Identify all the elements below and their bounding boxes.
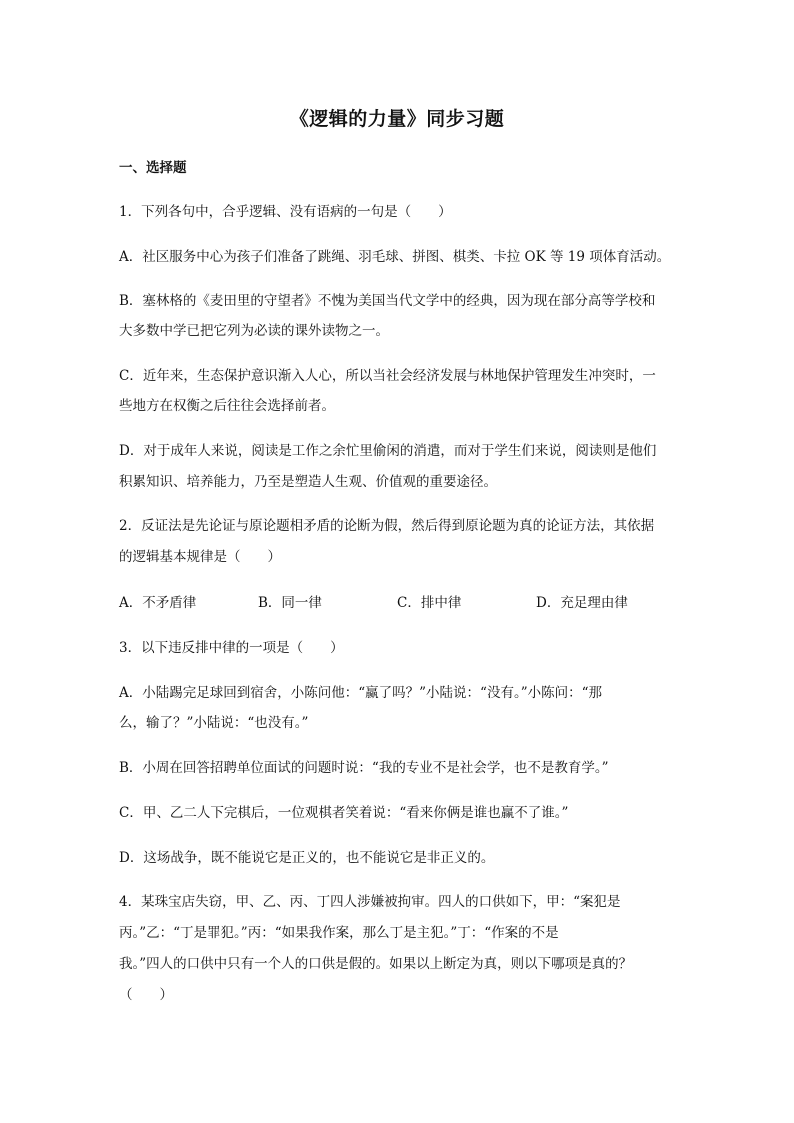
document-title: 《逻辑的力量》同步习题 — [289, 108, 505, 130]
question-3-option-a-line-1: A．小陆踢完足球回到宿舍，小陈问他：“赢了吗？”小陆说：“没有。”小陈问：“那 — [119, 685, 603, 701]
question-1-option-c-line-2: 些地方在权衡之后往往会选择前者。 — [119, 398, 335, 414]
question-4-stem-line-1: 4．某珠宝店失窃，甲、乙、丙、丁四人涉嫌被拘审。四人的口供如下，甲：“案犯是 — [119, 894, 621, 910]
question-1-option-b-line-2: 大多数中学已把它列为必读的课外读物之一。 — [119, 323, 389, 339]
question-1-option-b-line-1: B．塞林格的《麦田里的守望者》不愧为美国当代文学中的经典，因为现在部分高等学校和 — [119, 293, 656, 309]
question-1-option-d-line-1: D．对于成年人来说，阅读是工作之余忙里偷闲的消遣，而对于学生们来说，阅读则是他们 — [119, 443, 657, 459]
section-heading: 一、选择题 — [119, 160, 187, 176]
question-3-option-a-line-2: 么，输了？”小陆说：“也没有。” — [119, 715, 309, 731]
question-3-option-b: B．小周在回答招聘单位面试的问题时说：“我的专业不是社会学，也不是教育学。” — [119, 760, 609, 776]
question-1-option-c-line-1: C．近年来，生态保护意识渐入人心，所以当社会经济发展与林地保护管理发生冲突时，一 — [119, 368, 656, 384]
question-2-option-d: D．充足理由律 — [536, 595, 628, 611]
question-2-option-a: A．不矛盾律 — [119, 595, 197, 611]
question-2-option-b: B．同一律 — [258, 595, 322, 611]
question-4-answer-blank: （ ） — [119, 987, 173, 1003]
question-4-stem-line-3: 我。”四人的口供中只有一个人的口供是假的。如果以上断定为真，则以下哪项是真的？ — [119, 956, 633, 972]
question-3-stem: 3．以下违反排中律的一项是（ ） — [119, 640, 344, 656]
question-1-option-a: A．社区服务中心为孩子们准备了跳绳、羽毛球、拼图、棋类、卡拉 OK 等 19 项体育活动。 — [119, 249, 671, 265]
question-2-stem-line-2: 的逻辑基本规律是（ ） — [119, 549, 281, 565]
question-3-option-c: C．甲、乙二人下完棋后，一位观棋者笑着说：“看来你俩是谁也赢不了谁。” — [119, 805, 569, 821]
question-2-option-c: C．排中律 — [397, 595, 462, 611]
question-4-stem-line-2: 丙。”乙：“丁是罪犯。”丙：“如果我作案，那么丁是主犯。”丁：“作案的不是 — [119, 925, 559, 941]
question-1-option-d-line-2: 积累知识、培养能力，乃至是塑造人生观、价值观的重要途径。 — [119, 474, 497, 490]
question-2-stem-line-1: 2．反证法是先论证与原论题相矛盾的论断为假，然后得到原论题为真的论证方法，其依据 — [119, 518, 655, 534]
question-1-stem: 1．下列各句中，合乎逻辑、没有语病的一句是（ ） — [119, 204, 452, 220]
question-3-option-d: D．这场战争，既不能说它是正义的，也不能说它是非正义的。 — [119, 850, 495, 866]
